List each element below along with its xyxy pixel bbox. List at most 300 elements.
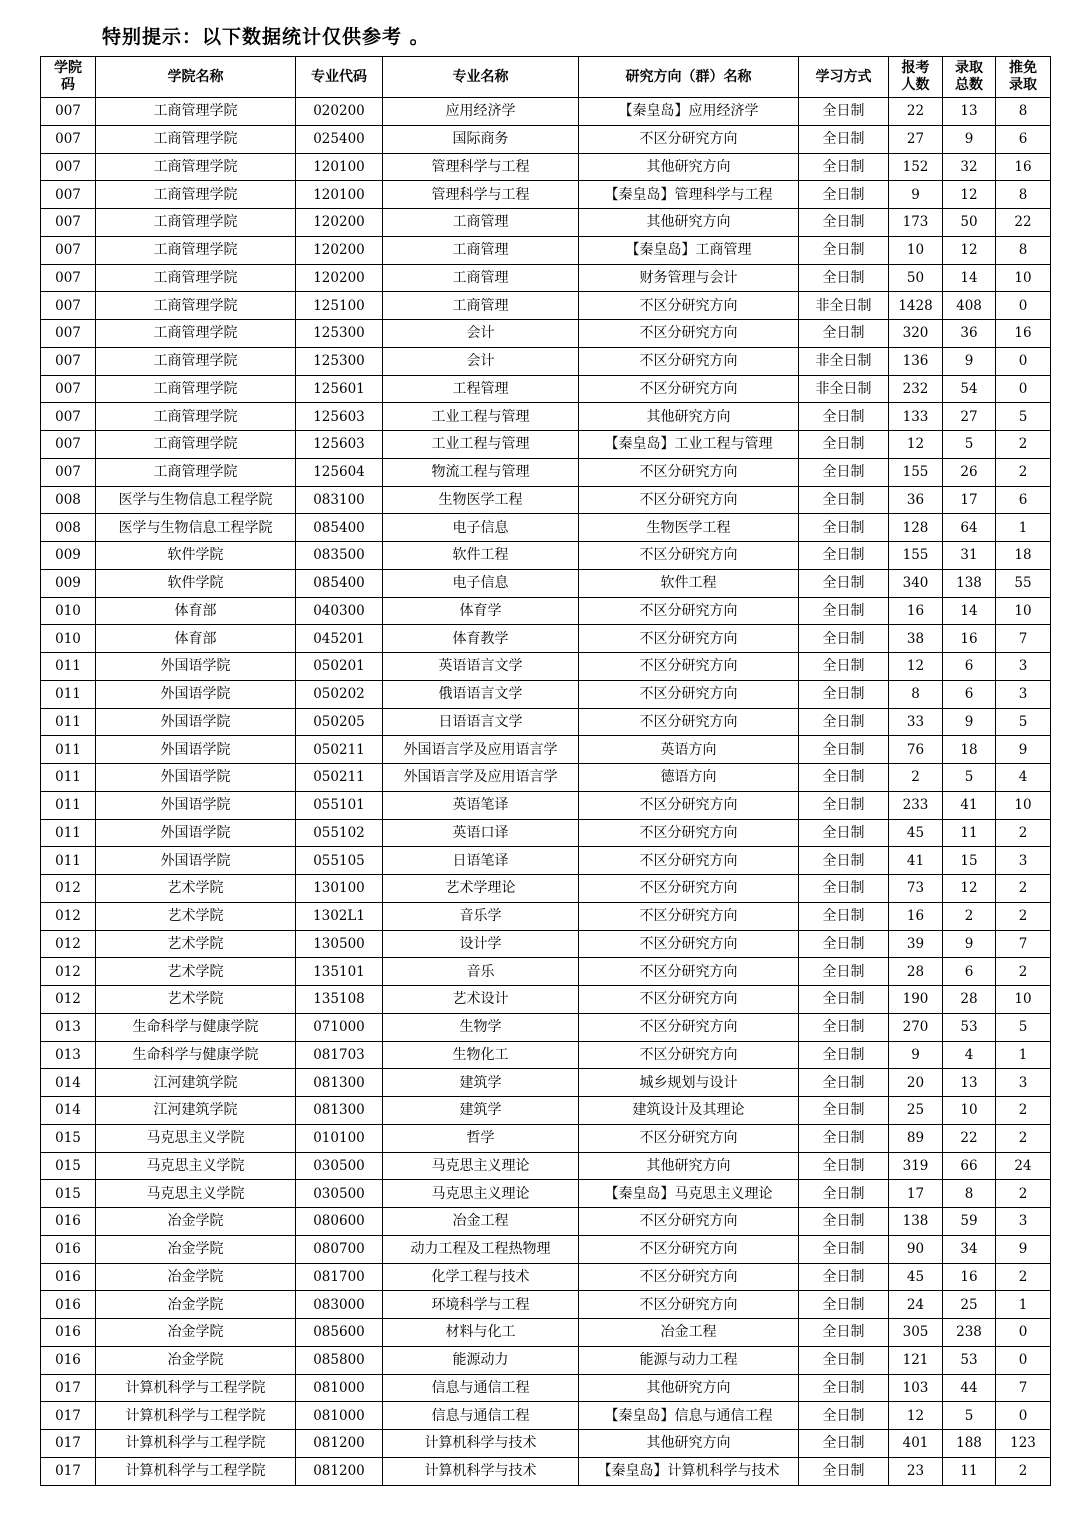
college-name-cell: 江河建筑学院	[96, 1097, 296, 1125]
applicants-cell: 89	[889, 1124, 943, 1152]
applicants-cell: 10	[889, 236, 943, 264]
exempt-cell: 55	[996, 569, 1051, 597]
direction-cell: 德语方向	[579, 764, 799, 792]
admitted-cell: 238	[943, 1319, 996, 1347]
header-college-name: 学院名称	[96, 57, 296, 98]
applicants-cell: 12	[889, 1402, 943, 1430]
header-applicants: 报考 人数	[889, 57, 943, 98]
exempt-cell: 8	[996, 181, 1051, 209]
table-row	[41, 181, 1051, 209]
admitted-cell: 6	[943, 653, 996, 681]
major-code-cell: 085600	[296, 1319, 383, 1347]
exempt-cell: 3	[996, 680, 1051, 708]
study-mode-cell: 全日制	[799, 458, 889, 486]
applicants-cell: 152	[889, 153, 943, 181]
exempt-cell: 7	[996, 1374, 1051, 1402]
applicants-cell: 90	[889, 1235, 943, 1263]
exempt-cell: 0	[996, 375, 1051, 403]
college-name-cell: 外国语学院	[96, 819, 296, 847]
college-code-cell: 016	[41, 1319, 96, 1347]
header-college-code: 学院 码	[41, 57, 96, 98]
notice-text: 特别提示：以下数据统计仅供参考 。	[102, 26, 430, 48]
college-name-cell: 体育部	[96, 597, 296, 625]
exempt-cell: 2	[996, 1263, 1051, 1291]
study-mode-cell: 全日制	[799, 1097, 889, 1125]
college-code-cell: 011	[41, 708, 96, 736]
study-mode-cell: 非全日制	[799, 292, 889, 320]
major-name-cell: 信息与通信工程	[383, 1402, 579, 1430]
direction-cell: 不区分研究方向	[579, 292, 799, 320]
direction-cell: 不区分研究方向	[579, 902, 799, 930]
direction-cell: 不区分研究方向	[579, 930, 799, 958]
college-name-cell: 医学与生物信息工程学院	[96, 486, 296, 514]
applicants-cell: 9	[889, 181, 943, 209]
major-code-cell: 135101	[296, 958, 383, 986]
exempt-cell: 2	[996, 458, 1051, 486]
study-mode-cell: 全日制	[799, 764, 889, 792]
study-mode-cell: 全日制	[799, 181, 889, 209]
major-name-cell: 工商管理	[383, 209, 579, 237]
major-code-cell: 030500	[296, 1180, 383, 1208]
college-code-cell: 012	[41, 902, 96, 930]
applicants-cell: 233	[889, 791, 943, 819]
direction-cell: 不区分研究方向	[579, 625, 799, 653]
exempt-cell: 0	[996, 292, 1051, 320]
applicants-cell: 27	[889, 125, 943, 153]
applicants-cell: 1428	[889, 292, 943, 320]
exempt-cell: 2	[996, 1180, 1051, 1208]
exempt-cell: 6	[996, 125, 1051, 153]
major-code-cell: 120200	[296, 236, 383, 264]
direction-cell: 不区分研究方向	[579, 1041, 799, 1069]
admitted-cell: 9	[943, 125, 996, 153]
table-row	[41, 625, 1051, 653]
header-major-code: 专业代码	[296, 57, 383, 98]
college-code-cell: 011	[41, 653, 96, 681]
college-code-cell: 011	[41, 847, 96, 875]
major-name-cell: 会计	[383, 347, 579, 375]
applicants-cell: 45	[889, 1263, 943, 1291]
admitted-cell: 17	[943, 486, 996, 514]
direction-cell: 城乡规划与设计	[579, 1069, 799, 1097]
study-mode-cell: 全日制	[799, 1013, 889, 1041]
college-name-cell: 外国语学院	[96, 736, 296, 764]
applicants-cell: 36	[889, 486, 943, 514]
major-code-cell: 080600	[296, 1208, 383, 1236]
major-code-cell: 083500	[296, 542, 383, 570]
college-code-cell: 007	[41, 431, 96, 459]
study-mode-cell: 全日制	[799, 791, 889, 819]
college-code-cell: 011	[41, 819, 96, 847]
college-code-cell: 016	[41, 1235, 96, 1263]
header-admitted: 录取 总数	[943, 57, 996, 98]
applicants-cell: 2	[889, 764, 943, 792]
direction-cell: 不区分研究方向	[579, 347, 799, 375]
study-mode-cell: 全日制	[799, 264, 889, 292]
admitted-cell: 22	[943, 1124, 996, 1152]
admitted-cell: 4	[943, 1041, 996, 1069]
college-code-cell: 010	[41, 625, 96, 653]
table-row	[41, 1374, 1051, 1402]
direction-cell: 不区分研究方向	[579, 597, 799, 625]
major-code-cell: 083100	[296, 486, 383, 514]
direction-cell: 不区分研究方向	[579, 542, 799, 570]
table-row	[41, 875, 1051, 903]
exempt-cell: 3	[996, 653, 1051, 681]
college-name-cell: 工商管理学院	[96, 209, 296, 237]
applicants-cell: 38	[889, 625, 943, 653]
college-code-cell: 011	[41, 764, 96, 792]
college-name-cell: 马克思主义学院	[96, 1124, 296, 1152]
major-name-cell: 英语语言文学	[383, 653, 579, 681]
admitted-cell: 15	[943, 847, 996, 875]
study-mode-cell: 全日制	[799, 680, 889, 708]
exempt-cell: 10	[996, 791, 1051, 819]
college-name-cell: 工商管理学院	[96, 264, 296, 292]
direction-cell: 不区分研究方向	[579, 1291, 799, 1319]
applicants-cell: 270	[889, 1013, 943, 1041]
study-mode-cell: 全日制	[799, 902, 889, 930]
major-name-cell: 建筑学	[383, 1069, 579, 1097]
major-code-cell: 081700	[296, 1263, 383, 1291]
major-name-cell: 软件工程	[383, 542, 579, 570]
college-code-cell: 012	[41, 875, 96, 903]
college-code-cell: 015	[41, 1124, 96, 1152]
study-mode-cell: 全日制	[799, 153, 889, 181]
exempt-cell: 6	[996, 486, 1051, 514]
admitted-cell: 13	[943, 98, 996, 126]
table-row	[41, 1013, 1051, 1041]
major-code-cell: 055102	[296, 819, 383, 847]
direction-cell: 能源与动力工程	[579, 1346, 799, 1374]
table-body	[41, 98, 1051, 1486]
major-name-cell: 生物医学工程	[383, 486, 579, 514]
major-name-cell: 能源动力	[383, 1346, 579, 1374]
major-name-cell: 物流工程与管理	[383, 458, 579, 486]
admitted-cell: 11	[943, 819, 996, 847]
major-code-cell: 1302L1	[296, 902, 383, 930]
admitted-cell: 11	[943, 1457, 996, 1485]
admitted-cell: 9	[943, 347, 996, 375]
major-code-cell: 081200	[296, 1457, 383, 1485]
exempt-cell: 3	[996, 1069, 1051, 1097]
exempt-cell: 123	[996, 1430, 1051, 1458]
direction-cell: 不区分研究方向	[579, 680, 799, 708]
direction-cell: 其他研究方向	[579, 153, 799, 181]
college-code-cell: 015	[41, 1152, 96, 1180]
direction-cell: 不区分研究方向	[579, 875, 799, 903]
direction-cell: 不区分研究方向	[579, 791, 799, 819]
study-mode-cell: 全日制	[799, 1069, 889, 1097]
study-mode-cell: 全日制	[799, 431, 889, 459]
table-row	[41, 1319, 1051, 1347]
admitted-cell: 34	[943, 1235, 996, 1263]
admitted-cell: 25	[943, 1291, 996, 1319]
major-code-cell: 125603	[296, 431, 383, 459]
admitted-cell: 13	[943, 1069, 996, 1097]
direction-cell: 建筑设计及其理论	[579, 1097, 799, 1125]
major-name-cell: 管理科学与工程	[383, 153, 579, 181]
direction-cell: 不区分研究方向	[579, 708, 799, 736]
admission-table	[40, 56, 1051, 1486]
college-code-cell: 008	[41, 486, 96, 514]
major-code-cell: 085400	[296, 569, 383, 597]
admitted-cell: 66	[943, 1152, 996, 1180]
admitted-cell: 41	[943, 791, 996, 819]
major-code-cell: 120200	[296, 264, 383, 292]
study-mode-cell: 全日制	[799, 514, 889, 542]
college-name-cell: 软件学院	[96, 542, 296, 570]
major-name-cell: 马克思主义理论	[383, 1180, 579, 1208]
college-name-cell: 工商管理学院	[96, 347, 296, 375]
college-code-cell: 007	[41, 236, 96, 264]
study-mode-cell: 全日制	[799, 320, 889, 348]
major-name-cell: 环境科学与工程	[383, 1291, 579, 1319]
exempt-cell: 2	[996, 958, 1051, 986]
college-code-cell: 016	[41, 1346, 96, 1374]
table-row	[41, 930, 1051, 958]
college-name-cell: 外国语学院	[96, 653, 296, 681]
major-code-cell: 125300	[296, 320, 383, 348]
table-row	[41, 902, 1051, 930]
table-row	[41, 125, 1051, 153]
table-row	[41, 1208, 1051, 1236]
major-name-cell: 建筑学	[383, 1097, 579, 1125]
college-name-cell: 工商管理学院	[96, 98, 296, 126]
direction-cell: 【秦皇岛】计算机科学与技术	[579, 1457, 799, 1485]
table-row	[41, 1430, 1051, 1458]
major-name-cell: 设计学	[383, 930, 579, 958]
major-name-cell: 俄语语言文学	[383, 680, 579, 708]
college-code-cell: 008	[41, 514, 96, 542]
major-name-cell: 体育教学	[383, 625, 579, 653]
admitted-cell: 16	[943, 1263, 996, 1291]
college-name-cell: 工商管理学院	[96, 153, 296, 181]
table-row	[41, 1346, 1051, 1374]
college-code-cell: 011	[41, 736, 96, 764]
study-mode-cell: 全日制	[799, 1263, 889, 1291]
applicants-cell: 16	[889, 597, 943, 625]
applicants-cell: 136	[889, 347, 943, 375]
table-row	[41, 1263, 1051, 1291]
direction-cell: 【秦皇岛】管理科学与工程	[579, 181, 799, 209]
college-code-cell: 011	[41, 680, 96, 708]
table-row	[41, 958, 1051, 986]
applicants-cell: 305	[889, 1319, 943, 1347]
direction-cell: 【秦皇岛】工商管理	[579, 236, 799, 264]
major-name-cell: 国际商务	[383, 125, 579, 153]
study-mode-cell: 全日制	[799, 930, 889, 958]
study-mode-cell: 全日制	[799, 819, 889, 847]
direction-cell: 不区分研究方向	[579, 1208, 799, 1236]
major-code-cell: 083000	[296, 1291, 383, 1319]
applicants-cell: 24	[889, 1291, 943, 1319]
admitted-cell: 9	[943, 930, 996, 958]
major-name-cell: 电子信息	[383, 569, 579, 597]
applicants-cell: 12	[889, 431, 943, 459]
college-code-cell: 011	[41, 791, 96, 819]
major-code-cell: 055101	[296, 791, 383, 819]
direction-cell: 不区分研究方向	[579, 958, 799, 986]
table-row	[41, 431, 1051, 459]
college-code-cell: 016	[41, 1263, 96, 1291]
table-row	[41, 847, 1051, 875]
major-name-cell: 马克思主义理论	[383, 1152, 579, 1180]
study-mode-cell: 全日制	[799, 1124, 889, 1152]
college-name-cell: 冶金学院	[96, 1263, 296, 1291]
applicants-cell: 320	[889, 320, 943, 348]
direction-cell: 不区分研究方向	[579, 1124, 799, 1152]
admitted-cell: 12	[943, 875, 996, 903]
college-name-cell: 工商管理学院	[96, 375, 296, 403]
college-code-cell: 012	[41, 986, 96, 1014]
applicants-cell: 33	[889, 708, 943, 736]
admitted-cell: 28	[943, 986, 996, 1014]
exempt-cell: 1	[996, 1041, 1051, 1069]
applicants-cell: 9	[889, 1041, 943, 1069]
major-name-cell: 工业工程与管理	[383, 431, 579, 459]
major-name-cell: 生物化工	[383, 1041, 579, 1069]
table-row	[41, 680, 1051, 708]
direction-cell: 【秦皇岛】信息与通信工程	[579, 1402, 799, 1430]
exempt-cell: 1	[996, 1291, 1051, 1319]
major-name-cell: 音乐	[383, 958, 579, 986]
major-code-cell: 081703	[296, 1041, 383, 1069]
major-name-cell: 冶金工程	[383, 1208, 579, 1236]
table-row	[41, 1457, 1051, 1485]
table-row	[41, 1097, 1051, 1125]
college-code-cell: 014	[41, 1097, 96, 1125]
major-code-cell: 120200	[296, 209, 383, 237]
major-code-cell: 045201	[296, 625, 383, 653]
direction-cell: 其他研究方向	[579, 403, 799, 431]
major-code-cell: 080700	[296, 1235, 383, 1263]
major-code-cell: 020200	[296, 98, 383, 126]
table-row	[41, 1152, 1051, 1180]
study-mode-cell: 全日制	[799, 597, 889, 625]
study-mode-cell: 全日制	[799, 736, 889, 764]
major-code-cell: 050201	[296, 653, 383, 681]
applicants-cell: 12	[889, 653, 943, 681]
major-code-cell: 081300	[296, 1069, 383, 1097]
admitted-cell: 5	[943, 1402, 996, 1430]
study-mode-cell: 全日制	[799, 1346, 889, 1374]
exempt-cell: 5	[996, 1013, 1051, 1041]
exempt-cell: 4	[996, 764, 1051, 792]
direction-cell: 生物医学工程	[579, 514, 799, 542]
college-code-cell: 010	[41, 597, 96, 625]
admitted-cell: 53	[943, 1013, 996, 1041]
study-mode-cell: 全日制	[799, 542, 889, 570]
exempt-cell: 3	[996, 847, 1051, 875]
college-code-cell: 007	[41, 98, 96, 126]
direction-cell: 不区分研究方向	[579, 320, 799, 348]
exempt-cell: 8	[996, 236, 1051, 264]
applicants-cell: 17	[889, 1180, 943, 1208]
exempt-cell: 9	[996, 736, 1051, 764]
study-mode-cell: 全日制	[799, 653, 889, 681]
study-mode-cell: 全日制	[799, 1291, 889, 1319]
table-row	[41, 736, 1051, 764]
college-name-cell: 外国语学院	[96, 708, 296, 736]
college-name-cell: 工商管理学院	[96, 125, 296, 153]
college-name-cell: 艺术学院	[96, 986, 296, 1014]
college-name-cell: 冶金学院	[96, 1346, 296, 1374]
admitted-cell: 12	[943, 181, 996, 209]
college-code-cell: 014	[41, 1069, 96, 1097]
admitted-cell: 12	[943, 236, 996, 264]
college-name-cell: 工商管理学院	[96, 431, 296, 459]
table-row	[41, 1291, 1051, 1319]
table-header-row	[41, 57, 1051, 98]
applicants-cell: 128	[889, 514, 943, 542]
major-code-cell: 055105	[296, 847, 383, 875]
table-row	[41, 403, 1051, 431]
study-mode-cell: 全日制	[799, 1208, 889, 1236]
table-row	[41, 1235, 1051, 1263]
table-row	[41, 1402, 1051, 1430]
admitted-cell: 44	[943, 1374, 996, 1402]
college-code-cell: 017	[41, 1374, 96, 1402]
college-code-cell: 007	[41, 458, 96, 486]
major-name-cell: 外国语言学及应用语言学	[383, 736, 579, 764]
table-row	[41, 347, 1051, 375]
table-row	[41, 209, 1051, 237]
major-name-cell: 应用经济学	[383, 98, 579, 126]
study-mode-cell: 全日制	[799, 1180, 889, 1208]
major-name-cell: 动力工程及工程热物理	[383, 1235, 579, 1263]
admitted-cell: 6	[943, 958, 996, 986]
study-mode-cell: 全日制	[799, 708, 889, 736]
applicants-cell: 16	[889, 902, 943, 930]
exempt-cell: 18	[996, 542, 1051, 570]
study-mode-cell: 全日制	[799, 1152, 889, 1180]
college-name-cell: 工商管理学院	[96, 181, 296, 209]
admitted-cell: 10	[943, 1097, 996, 1125]
major-name-cell: 生物学	[383, 1013, 579, 1041]
applicants-cell: 76	[889, 736, 943, 764]
major-name-cell: 工商管理	[383, 236, 579, 264]
major-code-cell: 025400	[296, 125, 383, 153]
study-mode-cell: 全日制	[799, 236, 889, 264]
college-name-cell: 艺术学院	[96, 958, 296, 986]
study-mode-cell: 全日制	[799, 986, 889, 1014]
study-mode-cell: 全日制	[799, 847, 889, 875]
applicants-cell: 138	[889, 1208, 943, 1236]
college-name-cell: 冶金学院	[96, 1291, 296, 1319]
applicants-cell: 23	[889, 1457, 943, 1485]
direction-cell: 【秦皇岛】工业工程与管理	[579, 431, 799, 459]
table-row	[41, 375, 1051, 403]
direction-cell: 英语方向	[579, 736, 799, 764]
exempt-cell: 10	[996, 264, 1051, 292]
college-name-cell: 计算机科学与工程学院	[96, 1457, 296, 1485]
admitted-cell: 16	[943, 625, 996, 653]
admitted-cell: 408	[943, 292, 996, 320]
table-row	[41, 791, 1051, 819]
exempt-cell: 0	[996, 347, 1051, 375]
major-name-cell: 艺术设计	[383, 986, 579, 1014]
college-name-cell: 外国语学院	[96, 764, 296, 792]
major-name-cell: 日语笔译	[383, 847, 579, 875]
table-row	[41, 1069, 1051, 1097]
college-code-cell: 007	[41, 264, 96, 292]
college-code-cell: 009	[41, 542, 96, 570]
direction-cell: 其他研究方向	[579, 1152, 799, 1180]
admitted-cell: 53	[943, 1346, 996, 1374]
applicants-cell: 28	[889, 958, 943, 986]
admitted-cell: 26	[943, 458, 996, 486]
